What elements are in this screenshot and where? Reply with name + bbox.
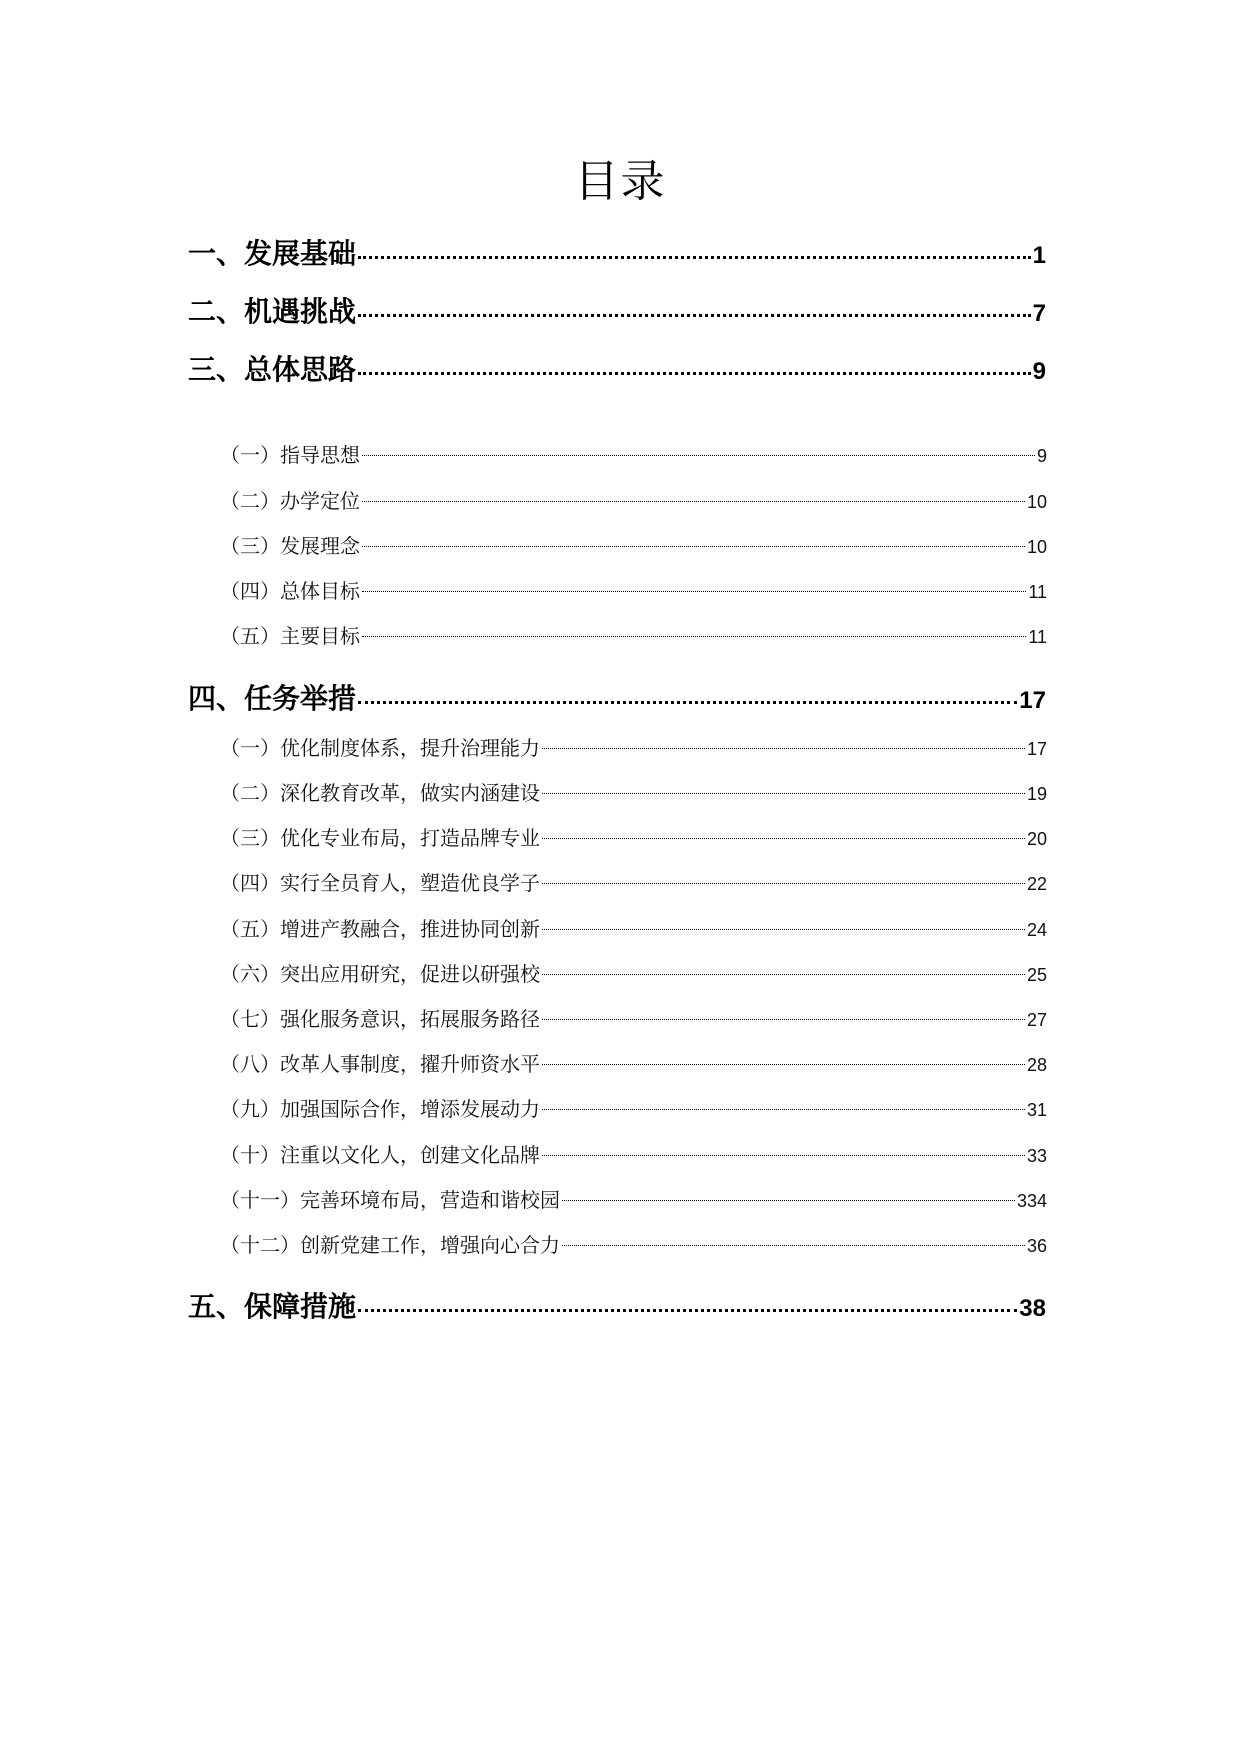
toc-entry-level1[interactable] [188, 679, 1046, 719]
toc-entry-label: （十）注重以文化人，创建文化品牌 [220, 1143, 540, 1167]
toc-entry-level2[interactable] [220, 621, 1047, 651]
toc-entry-label: （五）主要目标 [220, 624, 360, 648]
dot-leader [562, 1232, 1025, 1252]
dot-leader [542, 916, 1025, 936]
dot-leader [362, 623, 1026, 643]
toc-entry-level1[interactable] [188, 292, 1046, 332]
toc-entry-label: 一、发展基础 [188, 237, 357, 270]
toc-entry-level2[interactable] [220, 733, 1047, 763]
toc-entry-label: （五）增进产教融合，推进协同创新 [220, 917, 540, 941]
toc-entry-label: 二、机遇挑战 [188, 295, 357, 328]
toc-entry-label: （八）改革人事制度，擢升师资水平 [220, 1052, 540, 1076]
toc-entry-label: （九）加强国际合作，增添发展动力 [220, 1097, 540, 1121]
dot-leader [562, 1187, 1015, 1207]
toc-entry-level2[interactable] [220, 823, 1047, 853]
toc-entry-label: （七）强化服务意识，拓展服务路径 [220, 1007, 540, 1031]
toc-page-number: 38 [1019, 1295, 1046, 1322]
toc-page-number: 36 [1026, 1236, 1047, 1256]
toc-entry-label: 四、任务举措 [188, 682, 357, 715]
toc-page-number: 9 [1036, 446, 1047, 466]
toc-entry-level2[interactable] [220, 778, 1047, 808]
toc-page-number: 28 [1026, 1055, 1047, 1075]
toc-entry-label: （十二）创新党建工作，增强向心合力 [220, 1233, 560, 1257]
dot-leader [358, 680, 1017, 708]
toc-page-number: 33 [1026, 1146, 1047, 1166]
toc-entry-label: 五、保障措施 [188, 1290, 357, 1323]
toc-page-number: 11 [1028, 582, 1047, 602]
dot-leader [362, 578, 1026, 598]
toc-page-number: 10 [1026, 537, 1047, 557]
toc-entry-label: （二）办学定位 [220, 489, 360, 513]
page-title: 目录 [574, 156, 667, 207]
toc-entry-level2[interactable] [220, 1185, 1047, 1215]
dot-leader [542, 1006, 1025, 1026]
dot-leader [542, 870, 1025, 890]
dot-leader [542, 1142, 1025, 1162]
dot-leader [542, 780, 1025, 800]
dot-leader [542, 1096, 1025, 1116]
toc-entry-level2[interactable] [220, 1094, 1047, 1124]
toc-entry-label: （一）指导思想 [220, 443, 360, 467]
toc-page-number: 22 [1026, 874, 1047, 894]
toc-entry-level2[interactable] [220, 868, 1047, 898]
toc-entry-level2[interactable] [220, 576, 1047, 606]
toc-page-number: 27 [1026, 1010, 1047, 1030]
toc-entry-label: （四）总体目标 [220, 579, 360, 603]
toc-entry-level2[interactable] [220, 1140, 1047, 1170]
toc-entry-label: （六）突出应用研究，促进以研强校 [220, 962, 540, 986]
dot-leader [362, 488, 1025, 508]
toc-entry-label: （三）发展理念 [220, 534, 360, 558]
toc-page-number: 9 [1032, 358, 1046, 385]
toc-page-number: 24 [1026, 920, 1047, 940]
toc-entry-level2[interactable] [220, 1049, 1047, 1079]
dot-leader [358, 235, 1031, 263]
toc-page-number: 31 [1026, 1100, 1047, 1120]
dot-leader [542, 961, 1025, 981]
toc-page-number: 334 [1016, 1191, 1047, 1211]
toc-entry-level2[interactable] [220, 1004, 1047, 1034]
dot-leader [358, 351, 1031, 379]
toc-page-number: 19 [1026, 784, 1047, 804]
toc-entry-level1[interactable] [188, 234, 1046, 274]
toc-entry-level1[interactable] [188, 350, 1046, 390]
dot-leader [542, 1051, 1025, 1071]
dot-leader [362, 533, 1025, 553]
toc-page-number: 1 [1032, 242, 1046, 269]
toc-entry-level2[interactable] [220, 486, 1047, 516]
toc-page-number: 17 [1026, 739, 1047, 759]
toc-entry-label: （三）优化专业布局，打造品牌专业 [220, 826, 540, 850]
toc-entry-level1[interactable] [188, 1287, 1046, 1327]
dot-leader [358, 293, 1031, 321]
toc-page-number: 17 [1019, 687, 1046, 714]
toc-entry-label: 三、总体思路 [188, 353, 357, 386]
toc-entry-label: （二）深化教育改革，做实内涵建设 [220, 781, 540, 805]
toc-entry-level2[interactable] [220, 440, 1047, 470]
toc-page-number: 20 [1026, 829, 1047, 849]
toc-entry-label: （一）优化制度体系，提升治理能力 [220, 736, 540, 760]
toc-entry-level2[interactable] [220, 1230, 1047, 1260]
dot-leader [358, 1288, 1017, 1316]
toc-page-number: 10 [1026, 492, 1047, 512]
toc-entry-level2[interactable] [220, 959, 1047, 989]
toc-page-number: 7 [1032, 300, 1046, 327]
dot-leader [362, 442, 1035, 462]
toc-page-number: 25 [1026, 965, 1047, 985]
toc-entry-label: （四）实行全员育人，塑造优良学子 [220, 871, 540, 895]
toc-entry-level2[interactable] [220, 531, 1047, 561]
toc-entry-label: （十一）完善环境布局，营造和谐校园 [220, 1188, 560, 1212]
dot-leader [542, 825, 1025, 845]
toc-page-number: 11 [1028, 627, 1047, 647]
toc-entry-level2[interactable] [220, 914, 1047, 944]
dot-leader [542, 735, 1025, 755]
